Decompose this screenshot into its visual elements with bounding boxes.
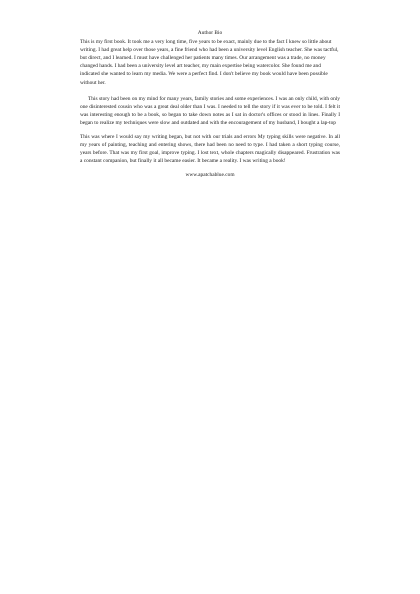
bio-paragraph-3: This was where I would say my writing began, but not with our trials and errors My typing skills were negative. In all my years of painting, teaching and entering shows, there had been no need to type. I had taken a short typing course, years before. That was my first goal, improve typing. I lost text, whole chapters magically disappeared. Frustration was a constant companion, but finally it all became easier. It became a reality. I was writing a book! <box>80 134 340 165</box>
page-title: Author Bio <box>197 30 223 36</box>
website-link[interactable]: www.apatchablue.com <box>185 172 235 179</box>
bio-paragraph-1: This is my first book. It took me a very long time, five years to be exact, mainly due to the fact I knew so little about writing. I had great help over those years, a fine friend who had been a university level English teacher. She was tactful, but direct, and I learned. I must have challenged her patients many times. Our arrangement was a trade, no money changed hands. I had been a university level art teacher, my main expertise being watercolor. She found me and indicated she wanted to learn my media. We were a perfect find. I don't believe my book would have been possible without her. <box>80 39 339 86</box>
bio-paragraph-2: This story had been on my mind for many years, family stories and some experiences. I was an only child, with only one disinterested cousin who was a great deal older than I was. I needed to tell the story if it was ever to be told. I felt it was interesting enough to be a book, so began to take down notes as I sat in doctor's offices or stood in lines. Finally I began to realize my techniques were slow and outdated and with the encouragement of my husband, I bought a lap-top <box>80 95 340 126</box>
author-bio-section <box>80 29 340 180</box>
